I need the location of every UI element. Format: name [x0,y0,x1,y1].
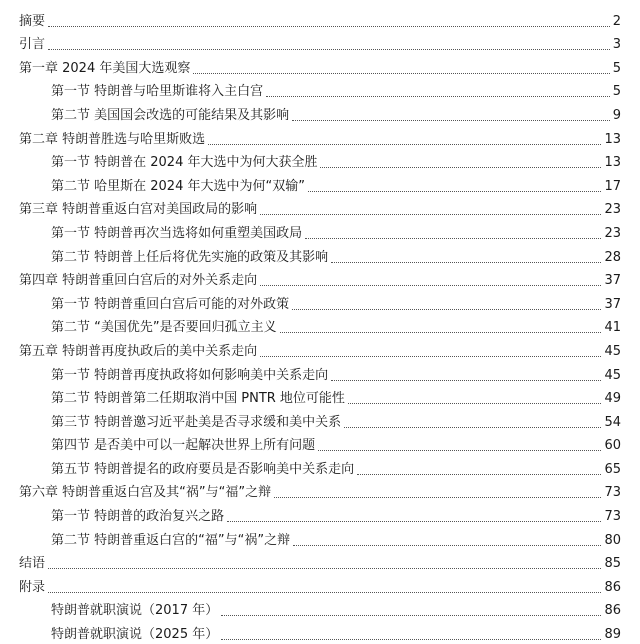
toc-chapter-entry[interactable] [19,54,621,78]
toc-entry-title: 第一节 特朗普重回白宫后可能的对外政策 [51,296,290,312]
toc-section-entry[interactable] [19,620,621,644]
toc-section-entry[interactable] [19,597,621,621]
toc-entry-title: 第五节 特朗普提名的政府要员是否影响美中关系走向 [51,461,355,477]
dot-leader [48,591,601,593]
toc-entry-page-number: 45 [604,343,621,359]
toc-entry-page-number: 2 [612,13,621,29]
toc-entry-page-number: 65 [604,461,621,477]
dot-leader [320,166,601,168]
dot-leader [292,119,610,121]
toc-entry-title: 第一节 特朗普与哈里斯谁将入主白宫 [51,84,264,100]
dot-leader [221,638,601,640]
dot-leader [280,331,602,333]
toc-entry-title: 第二节 特朗普上任后将优先实施的政策及其影响 [51,249,329,265]
dot-leader [305,237,601,239]
dot-leader [208,143,601,145]
toc-entry-page-number: 13 [604,155,621,171]
toc-section-entry[interactable] [19,219,621,243]
toc-chapter-entry[interactable] [19,337,621,361]
toc-entry-title: 第三章 特朗普重返白宫对美国政局的影响 [19,202,258,218]
dot-leader [193,72,609,74]
toc-entry-page-number: 9 [612,107,621,123]
toc-entry-page-number: 37 [604,296,621,312]
toc-section-entry[interactable] [19,78,621,102]
dot-leader [274,496,601,498]
toc-entry-page-number: 89 [604,627,621,643]
toc-chapter-entry[interactable] [19,31,621,55]
toc-entry-title: 第二节 哈里斯在 2024 年大选中为何“双输” [51,178,305,194]
toc-section-entry[interactable] [19,149,621,173]
toc-entry-title: 摘要 [19,13,46,29]
toc-entry-title: 第一章 2024 年美国大选观察 [19,60,191,76]
toc-chapter-entry[interactable] [19,7,621,31]
toc-entry-page-number: 41 [604,320,621,336]
dot-leader [48,567,601,569]
toc-entry-title: 第六章 特朗普重返白宫及其“祸”与“福”之辩 [19,485,272,501]
toc-chapter-entry[interactable] [19,196,621,220]
dot-leader [318,449,601,451]
toc-section-entry[interactable] [19,314,621,338]
toc-entry-title: 特朗普就职演说（2017 年） [51,603,219,619]
toc-entry-title: 结语 [19,556,46,572]
dot-leader [357,473,601,475]
dot-leader [292,308,601,310]
dot-leader [348,402,602,404]
toc-section-entry[interactable] [19,172,621,196]
dot-leader [260,284,601,286]
toc-entry-title: 第一节 特朗普的政治复兴之路 [51,509,225,525]
toc-entry-page-number: 17 [604,178,621,194]
dot-leader [260,355,601,357]
toc-entry-page-number: 86 [604,579,621,595]
toc-entry-page-number: 45 [604,367,621,383]
dot-leader [48,48,610,50]
toc-entry-title: 附录 [19,579,46,595]
toc-entry-page-number: 5 [612,84,621,100]
dot-leader [293,544,601,546]
toc-entry-page-number: 86 [604,603,621,619]
toc-entry-title: 第一节 特朗普在 2024 年大选中为何大获全胜 [51,155,318,171]
toc-entry-page-number: 54 [604,414,621,430]
toc-entry-title: 第四节 是否美中可以一起解决世界上所有问题 [51,438,316,454]
toc-entry-page-number: 23 [604,202,621,218]
toc-section-entry[interactable] [19,243,621,267]
toc-section-entry[interactable] [19,361,621,385]
toc-entry-title: 第二节 特朗普第二任期取消中国 PNTR 地位可能性 [51,391,345,407]
toc-entry-title: 引言 [19,37,46,53]
dot-leader [227,520,601,522]
dot-leader [308,190,602,192]
toc-entry-title: 第五章 特朗普再度执政后的美中关系走向 [19,343,258,359]
toc-entry-page-number: 60 [604,438,621,454]
toc-section-entry[interactable] [19,385,621,409]
toc-chapter-entry[interactable] [19,267,621,291]
toc-entry-title: 第一节 特朗普再次当选将如何重塑美国政局 [51,225,303,241]
toc-section-entry[interactable] [19,101,621,125]
toc-entry-page-number: 37 [604,273,621,289]
toc-entry-title: 第三节 特朗普邀习近平赴美是否寻求缓和美中关系 [51,414,342,430]
dot-leader [266,95,610,97]
toc-section-entry[interactable] [19,526,621,550]
toc-entry-title: 第二节 美国国会改选的可能结果及其影响 [51,107,290,123]
toc-entry-page-number: 73 [604,485,621,501]
toc-chapter-entry[interactable] [19,125,621,149]
toc-chapter-entry[interactable] [19,573,621,597]
toc-entry-page-number: 5 [612,60,621,76]
toc-entry-title: 第二节 特朗普重返白宫的“福”与“祸”之辩 [51,532,291,548]
toc-section-entry[interactable] [19,502,621,526]
toc-entry-page-number: 3 [612,37,621,53]
toc-entry-title: 第二章 特朗普胜选与哈里斯败选 [19,131,206,147]
toc-entry-page-number: 73 [604,509,621,525]
toc-entry-page-number: 13 [604,131,621,147]
dot-leader [260,213,601,215]
toc-entry-title: 第二节 “美国优先”是否要回归孤立主义 [51,320,277,336]
toc-entry-page-number: 49 [604,391,621,407]
toc-entry-page-number: 23 [604,225,621,241]
toc-entry-title: 第一节 特朗普再度执政将如何影响美中关系走向 [51,367,329,383]
toc-entry-title: 第四章 特朗普重回白宫后的对外关系走向 [19,273,258,289]
dot-leader [331,261,601,263]
dot-leader [344,426,601,428]
toc-section-entry[interactable] [19,290,621,314]
toc-section-entry[interactable] [19,455,621,479]
toc-entry-title: 特朗普就职演说（2025 年） [51,627,219,643]
toc-entry-page-number: 28 [604,249,621,265]
toc-chapter-entry[interactable] [19,550,621,574]
dot-leader [331,379,601,381]
toc-section-entry[interactable] [19,408,621,432]
toc-entry-page-number: 85 [604,556,621,572]
dot-leader [221,614,601,616]
toc-entry-page-number: 80 [604,532,621,548]
toc-chapter-entry[interactable] [19,479,621,503]
toc-section-entry[interactable] [19,432,621,456]
dot-leader [48,25,610,27]
